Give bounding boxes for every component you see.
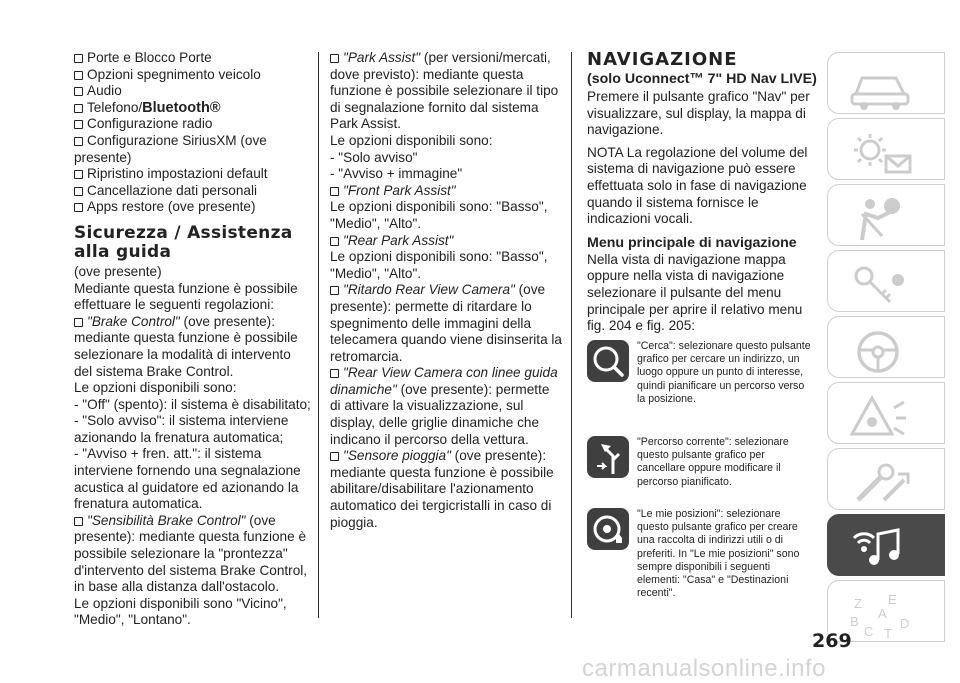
column-divider [571, 52, 572, 618]
rain-sensor-item [330, 448, 562, 531]
tab-driving[interactable] [827, 316, 945, 378]
brake-control-item [74, 314, 312, 380]
steering-wheel-icon [848, 328, 918, 376]
bluetooth-label: Bluetooth® [142, 99, 221, 116]
menu-item-description: "Cerca": selezionare questo pulsante grafico per cercare un indirizzo, un luogo oppure un punto di interesse, quindi pianificare un percorso verso la posizione. [637, 340, 811, 405]
item-text: (per versioni/mercati, dove previsto): mediante questa funzione è possibile selezionare il tipo di segnalazione fornito dal sistema Park Assist. [330, 50, 559, 132]
dynamic-grid-item [330, 365, 562, 448]
paragraph: Le opzioni disponibili sono: [330, 132, 493, 148]
index-letter: T [884, 626, 892, 640]
index-letters-icon [848, 592, 928, 640]
key-start-icon [848, 262, 918, 310]
item-name: "Sensore pioggia" [343, 448, 451, 464]
paragraph: Nella vista di navigazione mappa oppure nella vista di navigazione selezionare il pulsante del menu principale per aprire il relativo menu fig. 204 e fig. 205: [587, 251, 803, 334]
availability-note: (ove presente) [74, 263, 162, 279]
index-letter: B [850, 614, 859, 629]
index-letter: A [878, 606, 887, 621]
column-2 [330, 50, 562, 531]
warning-lights-icon [848, 130, 918, 178]
option-line: - "Solo avviso": il sistema interviene azionando la frenatura automatica; [74, 413, 289, 445]
list-item: Ripristino impostazioni default [74, 166, 312, 183]
rear-park-assist-item: "Rear Park Assist" [330, 233, 562, 250]
list-item-label: Telefono/ [87, 99, 143, 115]
index-letter: Z [854, 596, 862, 611]
column-divider [318, 52, 319, 618]
page-number: 269 [812, 630, 852, 652]
item-text: (ove presente): permette di attivare la visualizzazione, sul display, delle griglie dinamiche che indicano il percorso della vettura. [330, 381, 550, 447]
watermark: carmanualsonline.info [582, 655, 826, 682]
item-text: (ove presente): mediante questa funzione è possibile selezionare la modalità di intervento del sistema Brake Control. [74, 313, 298, 379]
paragraph: Le opzioni disponibili sono: "Basso", "Medio", "Alto". [330, 199, 548, 231]
sensitivity-item [74, 513, 312, 596]
section-heading: Sicurezza / Assistenza alla guida [74, 222, 293, 262]
option-line: - "Avviso + immagine" [330, 166, 463, 182]
item-text: (ove presente): mediante questa funzione è possibile abilitare/disabilitare l'azionamento automatico dei tergicristalli in caso di pioggia. [330, 448, 554, 530]
item-name: "Brake Control" [87, 313, 180, 329]
column-1 [74, 50, 312, 629]
tab-emergency[interactable] [827, 382, 945, 444]
option-line: - "Off" (spento): il sistema è disabilitato; [74, 396, 311, 412]
tab-safety[interactable] [827, 184, 945, 246]
index-letter: E [888, 592, 897, 607]
column-3 [587, 50, 819, 335]
tab-multimedia[interactable] [827, 514, 945, 576]
paragraph: Mediante questa funzione è possibile effettuare le seguenti regolazioni: [74, 280, 298, 313]
list-item [74, 100, 312, 117]
camera-delay-item [330, 282, 562, 365]
list-item: Porte e Blocco Porte [74, 50, 312, 67]
list-item: Configurazione SiriusXM (ove presente) [74, 133, 312, 166]
item-name: "Ritardo Rear View Camera" [343, 282, 515, 298]
item-text: (ove presente): permette di ritardare lo spegnimento delle immagini della telecamera quando viene disinserita la retromarcia. [330, 282, 562, 364]
section-heading: NAVIGAZIONE [587, 49, 738, 70]
tab-start[interactable] [827, 250, 945, 312]
index-letter: C [864, 624, 874, 639]
tab-maintenance[interactable] [827, 448, 945, 510]
menu-item-description: "Percorso corrente": selezionare questo pulsante grafico per cancellare oppure modificare il percorso pianificato. [637, 436, 789, 488]
list-item: Configurazione radio [74, 116, 312, 133]
maintenance-tools-icon [848, 460, 918, 508]
paragraph: Le opzioni disponibili sono "Vicino", "Medio", "Lontano". [74, 595, 287, 628]
item-name: "Park Assist" [343, 50, 421, 65]
route-icon [587, 436, 629, 478]
subsection-heading: Menu principale di navigazione [587, 234, 797, 251]
emergency-triangle-icon [848, 394, 918, 442]
search-icon [587, 340, 629, 382]
park-assist-item [330, 50, 562, 133]
paragraph: Premere il pulsante grafico "Nav" per visualizzare, sul display, la mappa di navigazione. [587, 89, 810, 138]
item-text: (ove presente): mediante questa funzione è possibile selezionare la "prontezza" d'intervento del sistema Brake Control, in base alla distanza dall'ostacolo. [74, 512, 308, 595]
paragraph: Le opzioni disponibili sono: "Basso", "Medio", "Alto". [330, 249, 548, 281]
menu-item-description: "Le mie posizioni": selezionare questo pulsante grafico per creare una raccolta di indirizzi utili o di preferiti. In "Le mie posizioni" sono sempre disponibili i seguenti elementi: "Casa" e "Destinazioni recenti". [637, 508, 800, 600]
safety-airbag-icon [848, 196, 918, 244]
item-name: "Rear View Camera con linee guida dinamiche" [330, 365, 558, 397]
front-park-assist-item: "Front Park Assist" [330, 183, 562, 200]
list-item: Audio [74, 83, 312, 100]
paragraph: Le opzioni disponibili sono: [74, 380, 237, 396]
list-item: Opzioni spegnimento veicolo [74, 67, 312, 84]
tab-warning-lights[interactable] [827, 118, 945, 180]
section-subtitle: (solo Uconnect™ 7" HD Nav LIVE) [587, 71, 817, 87]
multimedia-icon [848, 524, 918, 568]
my-places-icon [587, 508, 629, 550]
list-item: Cancellazione dati personali [74, 183, 312, 200]
car-icon [848, 64, 918, 112]
option-line: - "Solo avviso" [330, 149, 418, 165]
item-name: "Sensibilità Brake Control" [87, 512, 246, 528]
tab-car[interactable] [827, 52, 945, 114]
index-letter: D [900, 616, 910, 631]
list-item: Apps restore (ove presente) [74, 199, 312, 216]
note-paragraph: NOTA La regolazione del volume del sistema di navigazione può essere effettuata solo in fase di navigazione quando il sistema fornisce le indicazioni vocali. [587, 144, 808, 227]
option-line: - "Avviso + fren. att.": il sistema interviene fornendo una segnalazione acustica al guidatore ed azionando la frenatura automatica. [74, 446, 301, 512]
